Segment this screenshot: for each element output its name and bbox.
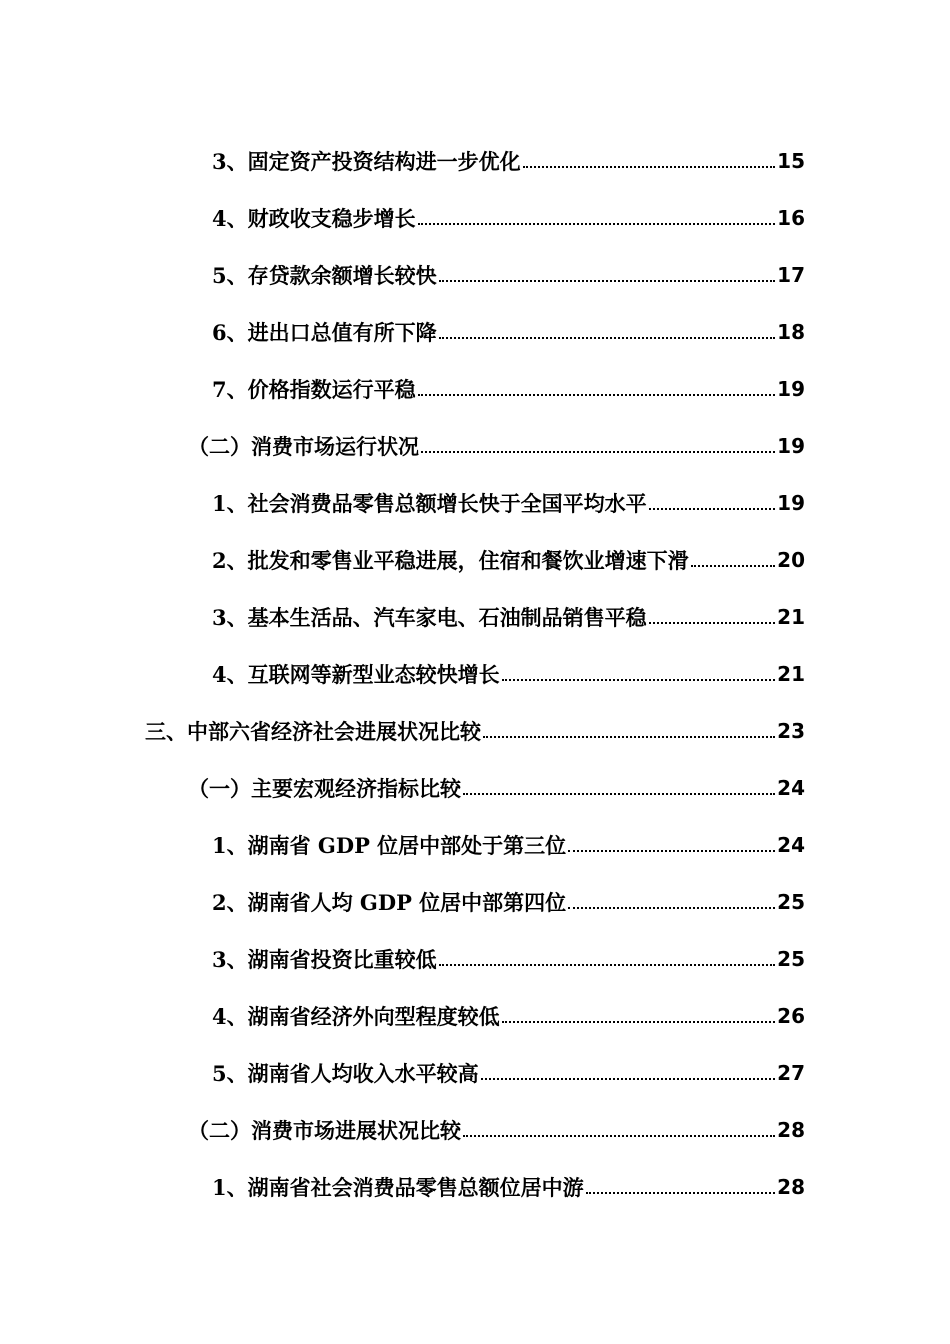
- toc-dot-leader: [568, 834, 775, 855]
- toc-entry-title: 4、湖南省经济外向型程度较低: [212, 1003, 500, 1029]
- toc-dot-leader: [418, 207, 776, 228]
- toc-entry-title: 1、社会消费品零售总额增长快于全国平均水平: [212, 490, 647, 516]
- toc-dot-leader: [463, 777, 775, 798]
- toc-page-number: 28: [777, 1174, 805, 1199]
- toc-entry[interactable]: [0, 759, 950, 816]
- toc-entry[interactable]: [0, 360, 950, 417]
- toc-page-number: 25: [777, 889, 805, 914]
- toc-dot-leader: [523, 150, 776, 171]
- toc-page-number: 26: [777, 1003, 805, 1028]
- toc-entry[interactable]: [0, 531, 950, 588]
- toc-entry[interactable]: [0, 873, 950, 930]
- toc-dot-leader: [463, 1119, 775, 1140]
- toc-dot-leader: [649, 492, 776, 513]
- toc-entry[interactable]: [0, 645, 950, 702]
- toc-page-number: 20: [777, 547, 805, 572]
- toc-entry-title: 2、湖南省人均 GDP 位居中部第四位: [212, 889, 567, 915]
- toc-entry-title: 3、湖南省投资比重较低: [212, 946, 437, 972]
- toc-entry[interactable]: [0, 132, 950, 189]
- toc-entry[interactable]: [0, 588, 950, 645]
- toc-page-number: 24: [777, 832, 805, 857]
- toc-page-number: 24: [777, 775, 805, 800]
- toc-dot-leader: [421, 435, 775, 456]
- toc-dot-leader: [439, 948, 776, 969]
- toc-page-number: 19: [777, 376, 805, 401]
- toc-page-number: 18: [777, 319, 805, 344]
- toc-entry[interactable]: [0, 1158, 950, 1215]
- toc-entry[interactable]: [0, 930, 950, 987]
- toc-entry[interactable]: [0, 1044, 950, 1101]
- toc-dot-leader: [649, 606, 776, 627]
- toc-entry-title: （二）消费市场进展状况比较: [188, 1117, 461, 1143]
- toc-entry-title: （二）消费市场运行状况: [188, 433, 419, 459]
- toc-page-number: 19: [777, 433, 805, 458]
- toc-page-number: 25: [777, 946, 805, 971]
- toc-dot-leader: [439, 321, 776, 342]
- toc-entry-title: 6、进出口总值有所下降: [212, 319, 437, 345]
- toc-dot-leader: [483, 720, 775, 741]
- toc-dot-leader: [586, 1176, 776, 1197]
- toc-entry-title: 5、湖南省人均收入水平较高: [212, 1060, 479, 1086]
- toc-dot-leader: [691, 549, 776, 570]
- toc-dot-leader: [418, 378, 776, 399]
- toc-dot-leader: [502, 663, 776, 684]
- toc-entry[interactable]: [0, 987, 950, 1044]
- toc-entry-title: 5、存贷款余额增长较快: [212, 262, 437, 288]
- toc-page-number: 17: [777, 262, 805, 287]
- toc-page-number: 19: [777, 490, 805, 515]
- toc-entry-title: 4、互联网等新型业态较快增长: [212, 661, 500, 687]
- toc-entry[interactable]: [0, 303, 950, 360]
- toc-dot-leader: [502, 1005, 776, 1026]
- toc-page-number: 15: [777, 148, 805, 173]
- toc-page-number: 21: [777, 604, 805, 629]
- toc-entry[interactable]: [0, 189, 950, 246]
- toc-page-number: 27: [777, 1060, 805, 1085]
- toc-entry-title: 三、中部六省经济社会进展状况比较: [145, 718, 481, 744]
- toc-dot-leader: [568, 891, 775, 912]
- table-of-contents: [0, 132, 950, 1215]
- toc-entry[interactable]: [0, 474, 950, 531]
- toc-entry-title: 3、固定资产投资结构进一步优化: [212, 148, 521, 174]
- toc-entry-title: 3、基本生活品、汽车家电、石油制品销售平稳: [212, 604, 647, 630]
- toc-entry[interactable]: [0, 246, 950, 303]
- toc-page-number: 28: [777, 1117, 805, 1142]
- toc-dot-leader: [439, 264, 776, 285]
- toc-dot-leader: [481, 1062, 776, 1083]
- toc-entry-title: 2、批发和零售业平稳进展，住宿和餐饮业增速下滑: [212, 547, 689, 573]
- toc-entry-title: （一）主要宏观经济指标比较: [188, 775, 461, 801]
- toc-page-number: 16: [777, 205, 805, 230]
- toc-entry[interactable]: [0, 816, 950, 873]
- toc-entry-title: 1、湖南省社会消费品零售总额位居中游: [212, 1174, 584, 1200]
- toc-page-number: 23: [777, 718, 805, 743]
- toc-entry-title: 7、价格指数运行平稳: [212, 376, 416, 402]
- toc-entry-title: 1、湖南省 GDP 位居中部处于第三位: [212, 832, 567, 858]
- toc-page-number: 21: [777, 661, 805, 686]
- toc-entry[interactable]: [0, 417, 950, 474]
- toc-entry[interactable]: [0, 702, 950, 759]
- toc-entry-title: 4、财政收支稳步增长: [212, 205, 416, 231]
- toc-entry[interactable]: [0, 1101, 950, 1158]
